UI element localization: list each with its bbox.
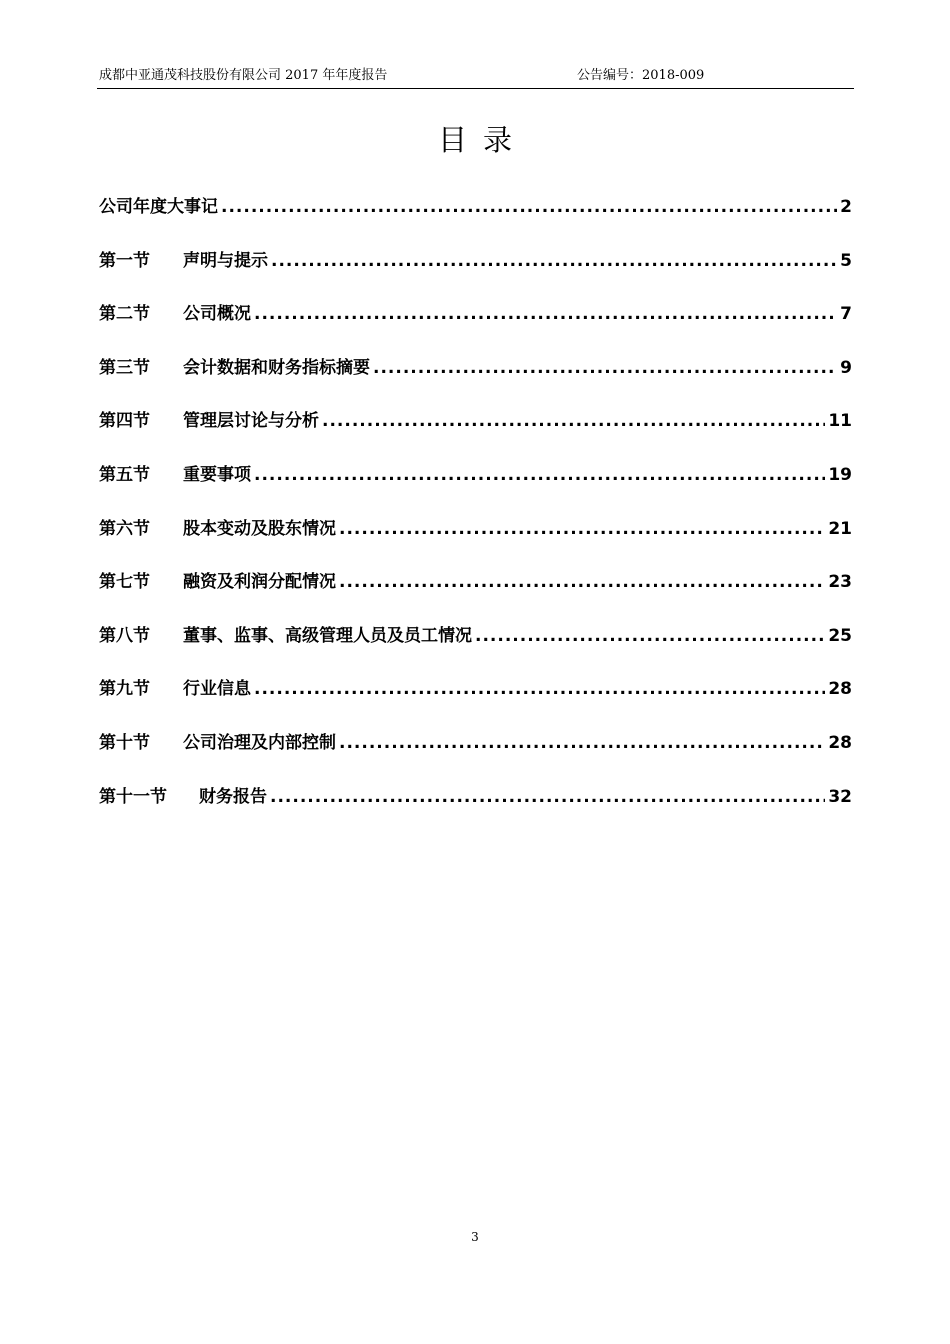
toc-entry-page: 28	[828, 732, 852, 753]
toc-leader-dots	[373, 354, 837, 382]
toc-entry-page: 11	[828, 411, 852, 432]
toc-entry-label	[99, 568, 336, 596]
toc-entry-page: 2	[840, 197, 852, 217]
header-company-report: 成都中亚通茂科技股份有限公司 2017 年年度报告	[99, 68, 388, 83]
toc-entry-section: 第五节	[99, 464, 150, 485]
header-announcement-number: 公告编号：2018-009	[577, 68, 705, 83]
toc-entry-title: 公司治理及内部控制	[183, 732, 336, 753]
toc-entry-section: 第二节	[99, 304, 150, 325]
toc-entry-title: 股本变动及股东情况	[183, 518, 336, 539]
toc-entry-title: 董事、监事、高级管理人员及员工情况	[183, 625, 472, 646]
toc-title: 目录	[437, 123, 528, 157]
toc-entry-section-1[interactable]	[99, 247, 852, 301]
table-of-contents	[99, 193, 852, 836]
toc-entry-page: 32	[828, 786, 852, 807]
toc-entry-page: 7	[840, 304, 852, 325]
toc-entry-section-8[interactable]	[99, 622, 852, 676]
toc-entry-title: 会计数据和财务指标摘要	[183, 357, 370, 378]
toc-entry-label	[99, 407, 319, 435]
toc-entry-label	[99, 783, 267, 811]
toc-entry-title: 公司概况	[183, 304, 251, 325]
toc-entry-page: 21	[828, 518, 852, 539]
toc-entry-page: 9	[840, 357, 852, 378]
toc-leader-dots	[254, 461, 825, 489]
toc-entry-label	[99, 300, 251, 328]
toc-leader-dots	[339, 729, 825, 757]
toc-entry-section-3[interactable]	[99, 354, 852, 408]
toc-entry-label	[99, 729, 336, 757]
toc-entry-page: 25	[828, 625, 852, 646]
toc-entry-section: 第十一节	[99, 786, 167, 807]
toc-entry-section-11[interactable]	[99, 783, 852, 837]
toc-entry-label	[99, 675, 251, 703]
toc-entry-section-6[interactable]	[99, 515, 852, 569]
toc-entry-section-10[interactable]	[99, 729, 852, 783]
toc-entry-section-7[interactable]	[99, 568, 852, 622]
toc-entry-title: 融资及利润分配情况	[183, 572, 336, 593]
toc-entry-title: 重要事项	[183, 464, 251, 485]
toc-entry-title: 管理层讨论与分析	[183, 411, 319, 432]
toc-entry-section: 第三节	[99, 357, 150, 378]
toc-leader-dots	[339, 515, 825, 543]
toc-entry-section-9[interactable]	[99, 675, 852, 729]
toc-entry-label	[99, 515, 336, 543]
toc-leader-dots	[254, 675, 825, 703]
toc-entry-section-2[interactable]	[99, 300, 852, 354]
toc-entry-page: 23	[828, 572, 852, 593]
toc-entry-section: 第七节	[99, 572, 150, 593]
toc-entry-section: 第一节	[99, 250, 150, 271]
toc-leader-dots	[339, 568, 825, 596]
toc-entry-section-5[interactable]	[99, 461, 852, 515]
toc-entry-title: 行业信息	[183, 679, 251, 700]
toc-entry-section: 第八节	[99, 625, 150, 646]
toc-entry-page: 28	[828, 679, 852, 700]
toc-entry-label	[99, 354, 370, 382]
toc-entry-label	[99, 193, 218, 221]
toc-entry-label	[99, 622, 472, 650]
toc-entry-section: 第九节	[99, 679, 150, 700]
toc-entry-title: 财务报告	[199, 786, 267, 807]
page-number: 3	[471, 1230, 479, 1244]
toc-leader-dots	[270, 783, 825, 811]
toc-entry-section: 第十节	[99, 732, 150, 753]
toc-entry-section-4[interactable]	[99, 407, 852, 461]
toc-leader-dots	[271, 247, 837, 275]
toc-entry-section: 第六节	[99, 518, 150, 539]
toc-leader-dots	[475, 622, 825, 650]
toc-leader-dots	[254, 300, 837, 328]
toc-entry-page: 5	[840, 250, 852, 271]
toc-leader-dots	[221, 193, 837, 221]
toc-entry-annual-events[interactable]	[99, 193, 852, 247]
toc-leader-dots	[322, 407, 825, 435]
toc-entry-label	[99, 461, 251, 489]
toc-entry-label	[99, 247, 268, 275]
toc-entry-page: 19	[828, 464, 852, 485]
toc-entry-section: 第四节	[99, 411, 150, 432]
page-header	[97, 66, 854, 89]
toc-entry-title: 声明与提示	[183, 250, 268, 271]
toc-entry-title: 公司年度大事记	[99, 197, 218, 217]
